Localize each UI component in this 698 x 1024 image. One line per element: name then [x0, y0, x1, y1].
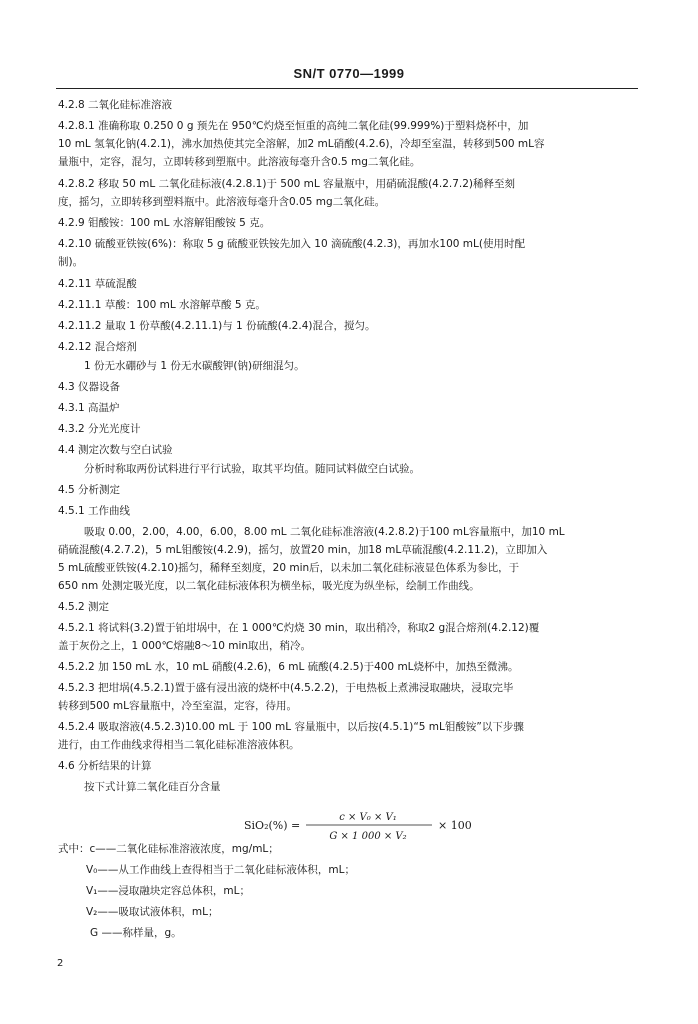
text-line: 4.2.8 二氧化硅标准溶液	[58, 99, 173, 111]
page-number: 2	[57, 958, 64, 969]
formula-multiplier: × 100	[438, 819, 472, 832]
text-line: 4.5 分析测定	[58, 484, 121, 496]
text-line: 4.2.9 钼酸铵：100 mL 水溶解钼酸铵 5 克。	[58, 217, 271, 229]
text-line: 650 nm 处测定吸光度，以二氧化硅标液体积为横坐标，吸光度为纵坐标，绘制工作曲线。	[58, 580, 480, 592]
text-line: 分析时称取两份试料进行平行试验，取其平均值。随同试料做空白试验。	[84, 463, 420, 475]
text-line: 4.3.1 高温炉	[58, 402, 120, 414]
text-line: 10 mL 氢氧化钠(4.2.1)，沸水加热使其完全溶解，加2 mL硝酸(4.2.6)，冷却至室温，转移到500 mL容	[58, 138, 545, 150]
text-line: 度，摇匀，立即转移到塑料瓶中。此溶液每毫升含0.05 mg二氧化硅。	[58, 196, 386, 208]
text-line: 4.2.8.2 移取 50 mL 二氧化硅标液(4.2.8.1)于 500 mL 容量瓶中，用硝硫混酸(4.2.7.2)稀释至刻	[58, 178, 516, 190]
text-line: 4.5.2.1 将试料(3.2)置于铂坩埚中，在 1 000℃灼烧 30 min，取出稍冷，称取2 g混合熔剂(4.2.12)覆	[58, 622, 540, 634]
text-line: 4.3.2 分光光度计	[58, 423, 141, 435]
text-line: 5 mL硫酸亚铁铵(4.2.10)摇匀，稀释至刻度，20 min后，以未加二氧化硅标液显色体系为参比，于	[58, 562, 520, 574]
text-line: 4.3 仪器设备	[58, 381, 121, 393]
text-line: 4.2.12 混合熔剂	[58, 341, 137, 353]
text-line: V₀——从工作曲线上查得相当于二氧化硅标液体积，mL；	[86, 864, 355, 876]
text-line: 4.5.2.2 加 150 mL 水，10 mL 硝酸(4.2.6)，6 mL 硫酸(4.2.5)于400 mL烧杯中，加热至微沸。	[58, 661, 519, 673]
text-line: 4.4 测定次数与空白试验	[58, 444, 173, 456]
formula-lhs: SiO₂(%) =	[244, 819, 301, 832]
text-line: 4.2.10 硫酸亚铁铵(6%)：称取 5 g 硫酸亚铁铵先加入 10 滴硫酸(4.2.3)，再加水100 mL(使用时配	[58, 238, 525, 250]
text-line: 4.2.8.1 准确称取 0.250 0 g 预先在 950℃灼烧至恒重的高纯二氧化硅(99.999%)于塑料烧杯中，加	[58, 120, 529, 132]
text-line: 4.6 分析结果的计算	[58, 760, 152, 772]
text-line: 量瓶中，定容，混匀，立即转移到塑瓶中。此溶液每毫升含0.5 mg二氧化硅。	[58, 156, 421, 168]
text-line: 式中：c——二氧化硅标准溶液浓度，mg/mL；	[58, 843, 279, 855]
text-line: 吸取 0.00，2.00，4.00，6.00，8.00 mL 二氧化硅标准溶液(4.2.8.2)于100 mL容量瓶中，加10 mL	[84, 526, 565, 538]
text-line: 4.2.11.1 草酸：100 mL 水溶解草酸 5 克。	[58, 299, 266, 311]
text-line: 4.5.2.4 吸取溶液(4.5.2.3)10.00 mL 于 100 mL 容量瓶中，以后按(4.5.1)“5 mL钼酸铵”以下步骤	[58, 721, 524, 733]
text-line: 硝硫混酸(4.2.7.2)，5 mL钼酸铵(4.2.9)，摇匀，放置20 min，加18 mL草硫混酸(4.2.11.2)，立即加入	[58, 544, 548, 556]
text-line: 转移到500 mL容量瓶中，冷至室温，定容，待用。	[58, 700, 297, 712]
text-line: 1 份无水硼砂与 1 份无水碳酸钾(钠)研细混匀。	[84, 360, 305, 372]
header-rule	[56, 88, 638, 89]
text-line: V₂——吸取试液体积，mL；	[86, 906, 219, 918]
text-line: 4.5.2.3 把坩埚(4.5.2.1)置于盛有浸出液的烧杯中(4.5.2.2)，于电热板上煮沸浸取融块，浸取完毕	[58, 682, 514, 694]
text-line: 4.2.11.2 量取 1 份草酸(4.2.11.1)与 1 份硫酸(4.2.4)混合，搅匀。	[58, 320, 376, 332]
text-line: 进行，由工作曲线求得相当二氧化硅标准溶液体积。	[58, 739, 300, 751]
text-line: 盖于灰份之上，1 000℃熔融8～10 min取出，稍冷。	[58, 640, 312, 652]
formula-denominator: G × 1 000 × V₂	[329, 831, 407, 842]
text-line: 4.5.2 测定	[58, 601, 110, 613]
text-line: 制)。	[58, 256, 84, 268]
text-line: 4.2.11 草硫混酸	[58, 278, 137, 290]
document-code-header: SN/T 0770—1999	[293, 66, 405, 81]
text-line: 按下式计算二氧化硅百分含量	[84, 781, 221, 793]
text-line: G ——称样量，g。	[90, 927, 182, 939]
formula-numerator: c × V₀ × V₁	[339, 812, 397, 823]
text-line: 4.5.1 工作曲线	[58, 505, 131, 517]
text-line: V₁——浸取融块定容总体积，mL；	[86, 885, 250, 897]
